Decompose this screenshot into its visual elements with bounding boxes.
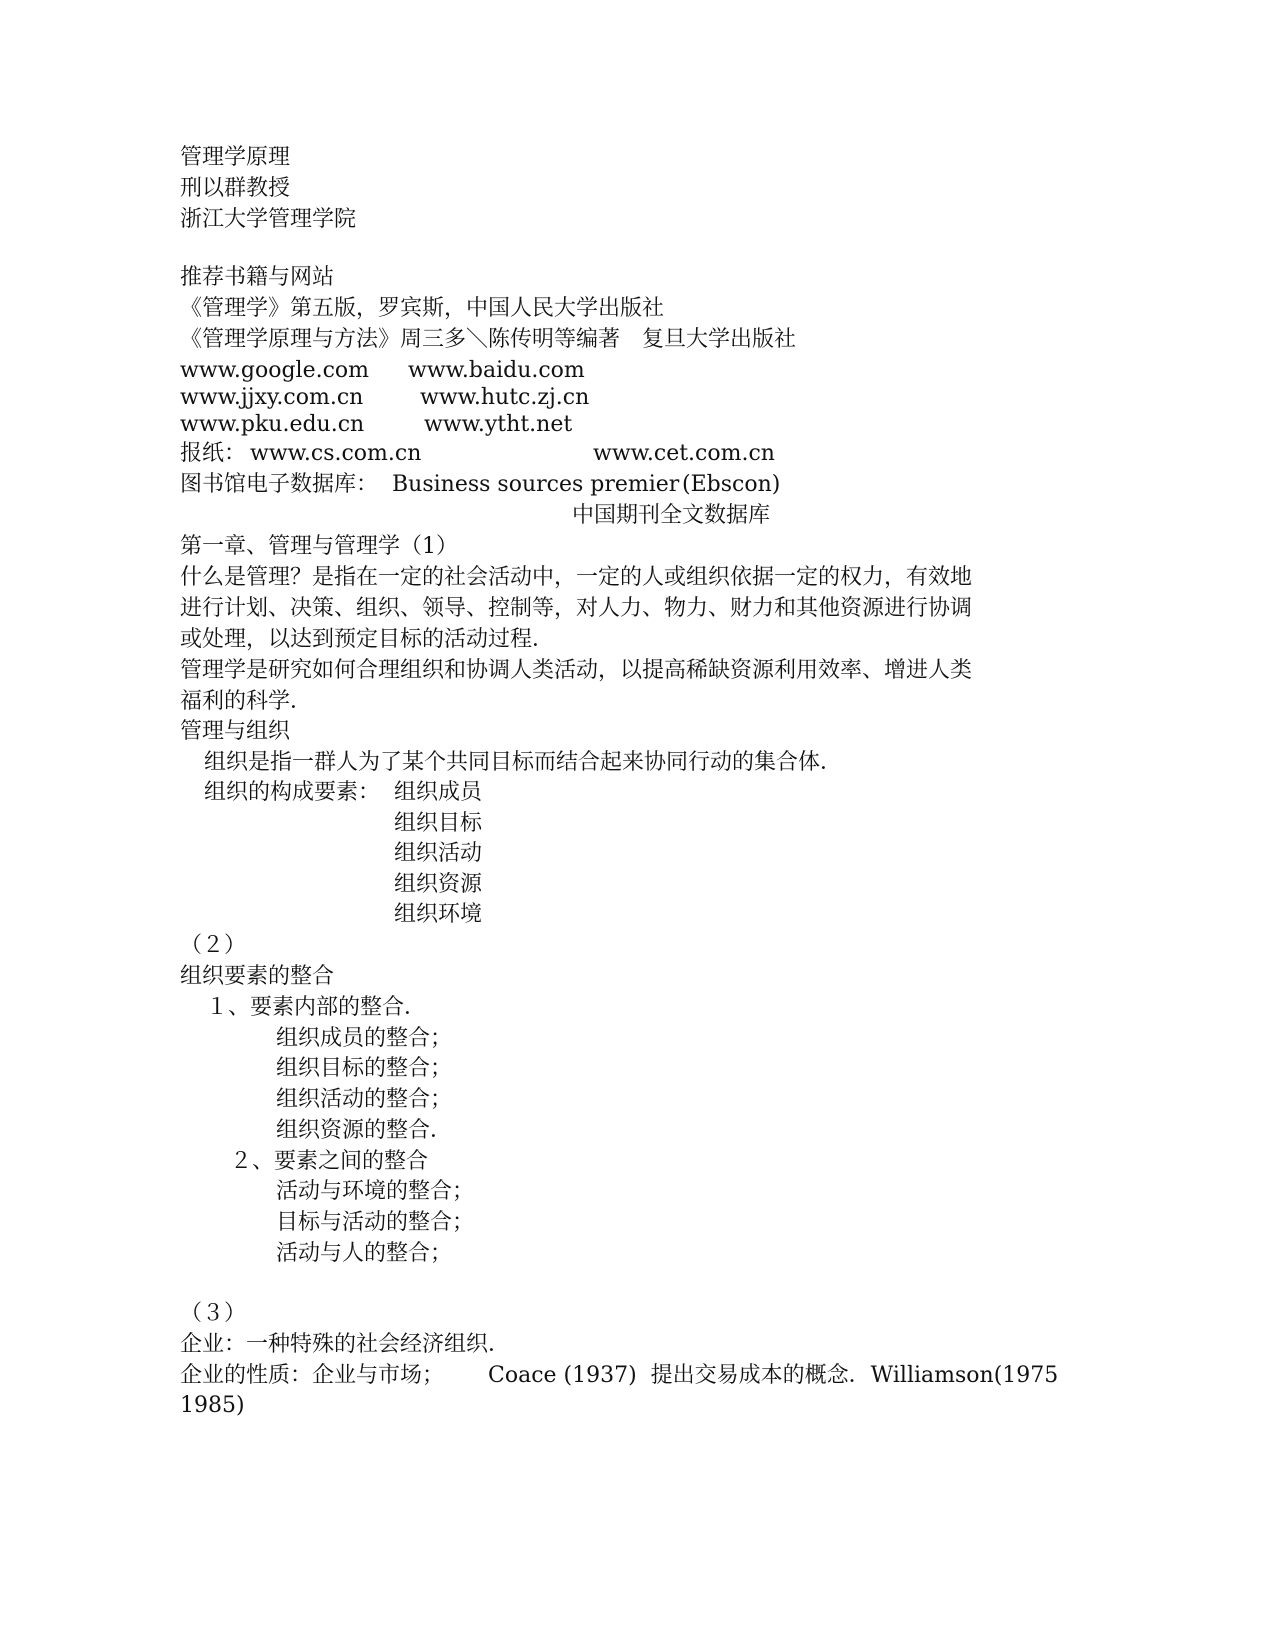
section-heading: 管理与组织 bbox=[180, 719, 291, 744]
organization-definition: 组织是指一群人为了某个共同目标而结合起来协同行动的集合体． bbox=[204, 750, 843, 775]
website-link[interactable]: www.ytht.net bbox=[424, 412, 573, 437]
library-database-vendor: (Ebscon) bbox=[682, 472, 781, 497]
website-link[interactable]: www.jjxy.com.cn bbox=[180, 385, 364, 410]
newspaper-label: 报纸： bbox=[180, 441, 247, 466]
element-item: 组织目标 bbox=[394, 811, 483, 836]
section-marker: （２） bbox=[180, 933, 247, 958]
management-definition-line: 进行计划、决策、组织、领导、控制等，对人力、物力、财力和其他资源进行协调 bbox=[180, 596, 973, 621]
list-item: ２、要素之间的整合 bbox=[230, 1149, 429, 1174]
library-label: 图书馆电子数据库： bbox=[180, 472, 379, 497]
element-item: 组织成员 bbox=[394, 780, 483, 805]
management-definition-line: 什么是管理？是指在一定的社会活动中，一定的人或组织依据一定的权力，有效地 bbox=[180, 565, 973, 590]
website-link[interactable]: www.google.com bbox=[180, 358, 370, 383]
sub-list-item: 组织目标的整合； bbox=[276, 1056, 453, 1081]
discipline-definition-line: 福利的科学． bbox=[180, 689, 313, 714]
newspaper-link[interactable]: www.cs.com.cn bbox=[250, 441, 422, 466]
section-heading: 组织要素的整合 bbox=[180, 964, 335, 989]
enterprise-nature-text: Coace (1937) 提出交易成本的概念．Williamson(1975 bbox=[488, 1363, 1059, 1388]
sub-list-item: 活动与人的整合； bbox=[276, 1241, 453, 1266]
book-1: 《管理学》第五版，罗宾斯，中国人民大学出版社 bbox=[180, 296, 665, 321]
website-link[interactable]: www.pku.edu.cn bbox=[180, 412, 365, 437]
sub-list-item: 目标与活动的整合； bbox=[276, 1210, 475, 1235]
element-item: 组织资源 bbox=[394, 872, 483, 897]
enterprise-nature-continuation: 1985) bbox=[180, 1393, 245, 1418]
chapter-heading: 第一章、管理与管理学（1） bbox=[180, 534, 458, 559]
management-definition-line: 或处理，以达到预定目标的活动过程． bbox=[180, 627, 555, 652]
website-link[interactable]: www.hutc.zj.cn bbox=[420, 385, 590, 410]
enterprise-nature-label: 企业的性质：企业与市场； bbox=[180, 1363, 445, 1388]
institution: 浙江大学管理学院 bbox=[180, 207, 357, 232]
sub-list-item: 活动与环境的整合； bbox=[276, 1179, 475, 1204]
discipline-definition-line: 管理学是研究如何合理组织和协调人类活动，以提高稀缺资源利用效率、增进人类 bbox=[180, 658, 973, 683]
sub-list-item: 组织成员的整合； bbox=[276, 1026, 453, 1051]
sub-list-item: 组织活动的整合； bbox=[276, 1087, 453, 1112]
references-heading: 推荐书籍与网站 bbox=[180, 265, 335, 290]
book-2: 《管理学原理与方法》周三多＼陈传明等编著 复旦大学出版社 bbox=[180, 327, 797, 352]
website-link[interactable]: www.baidu.com bbox=[408, 358, 585, 383]
library-database: Business sources premier bbox=[392, 472, 680, 497]
sub-list-item: 组织资源的整合． bbox=[276, 1118, 453, 1143]
elements-label: 组织的构成要素： bbox=[204, 780, 381, 805]
library-database: 中国期刊全文数据库 bbox=[572, 503, 771, 528]
author: 刑以群教授 bbox=[180, 176, 291, 201]
list-item: １、要素内部的整合． bbox=[206, 995, 427, 1020]
element-item: 组织活动 bbox=[394, 841, 483, 866]
newspaper-link[interactable]: www.cet.com.cn bbox=[593, 441, 775, 466]
enterprise-definition: 企业：一种特殊的社会经济组织． bbox=[180, 1332, 511, 1357]
doc-title: 管理学原理 bbox=[180, 145, 291, 170]
element-item: 组织环境 bbox=[394, 902, 483, 927]
section-marker: （３） bbox=[180, 1301, 247, 1326]
